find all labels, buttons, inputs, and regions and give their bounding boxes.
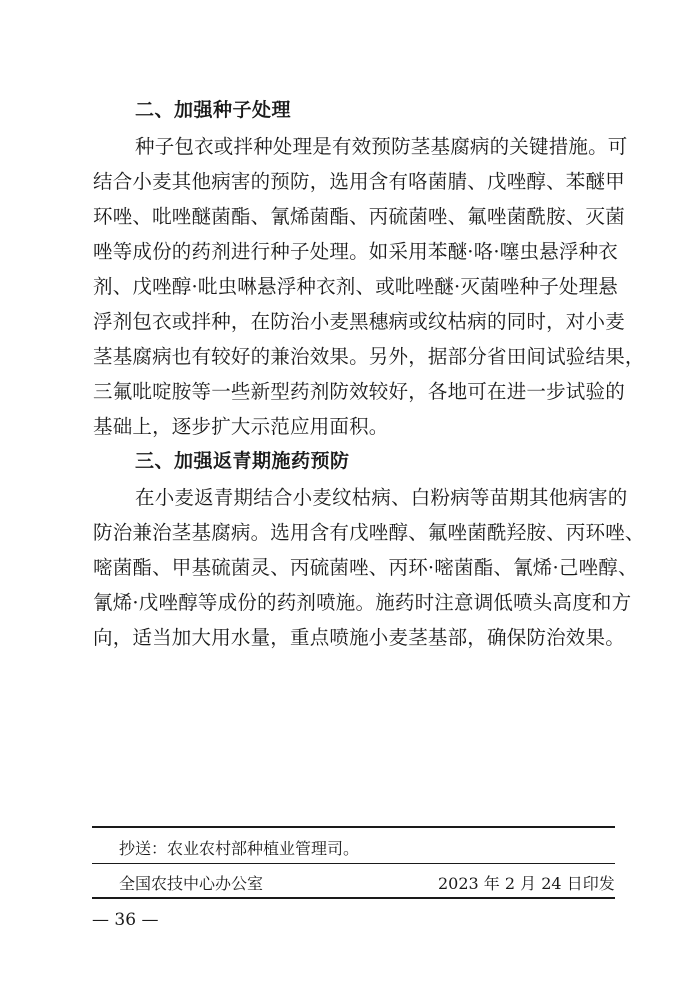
section-2-line-5: 剂、戊唑醇·吡虫啉悬浮种衣剂、或吡唑醚·灭菌唑种子处理悬 (93, 275, 618, 298)
section-3-line-1: 在小麦返青期结合小麦纹枯病、白粉病等苗期其他病害的 (135, 486, 628, 509)
section-3-line-3: 嘧菌酯、甲基硫菌灵、丙硫菌唑、丙环·嘧菌酯、氰烯·己唑醇、 (93, 556, 638, 579)
footer-rule-middle (92, 863, 615, 864)
section-3-heading: 三、加强返青期施药预防 (135, 450, 350, 472)
issue-date: 2023 年 2 月 24 日印发 (438, 874, 615, 893)
section-2-line-2: 结合小麦其他病害的预防，选用含有咯菌腈、戊唑醇、苯醚甲 (93, 170, 625, 193)
section-2-heading: 二、加强种子处理 (135, 99, 292, 121)
section-2-line-7: 茎基腐病也有较好的兼治效果。另外，据部分省田间试验结果， (93, 345, 645, 368)
section-2-line-9: 基础上，逐步扩大示范应用面积。 (93, 415, 389, 438)
section-3-line-5: 向，适当加大用水量，重点喷施小麦茎基部，确保防治效果。 (93, 626, 625, 649)
cc-line: 抄送：农业农村部种植业管理司。 (119, 839, 360, 858)
section-3-line-2: 防治兼治茎基腐病。选用含有戊唑醇、氟唑菌酰羟胺、丙环唑、 (93, 521, 645, 544)
section-2-line-1: 种子包衣或拌种处理是有效预防茎基腐病的关键措施。可 (135, 135, 628, 158)
section-2-line-8: 三氟吡啶胺等一些新型药剂防效较好，各地可在进一步试验的 (93, 380, 625, 403)
issuer-office: 全国农技中心办公室 (119, 874, 264, 893)
section-2-line-4: 唑等成份的药剂进行种子处理。如采用苯醚·咯·噻虫悬浮种衣 (93, 240, 618, 263)
section-3-line-4: 氰烯·戊唑醇等成份的药剂喷施。施药时注意调低喷头高度和方 (93, 591, 632, 614)
page-number: — 36 — (92, 910, 159, 930)
section-2-line-6: 浮剂包衣或拌种，在防治小麦黑穗病或纹枯病的同时，对小麦 (93, 310, 625, 333)
footer-rule-bottom (92, 897, 615, 899)
footer-rule-top (92, 826, 615, 828)
section-2-line-3: 环唑、吡唑醚菌酯、氰烯菌酯、丙硫菌唑、氟唑菌酰胺、灭菌 (93, 205, 625, 228)
